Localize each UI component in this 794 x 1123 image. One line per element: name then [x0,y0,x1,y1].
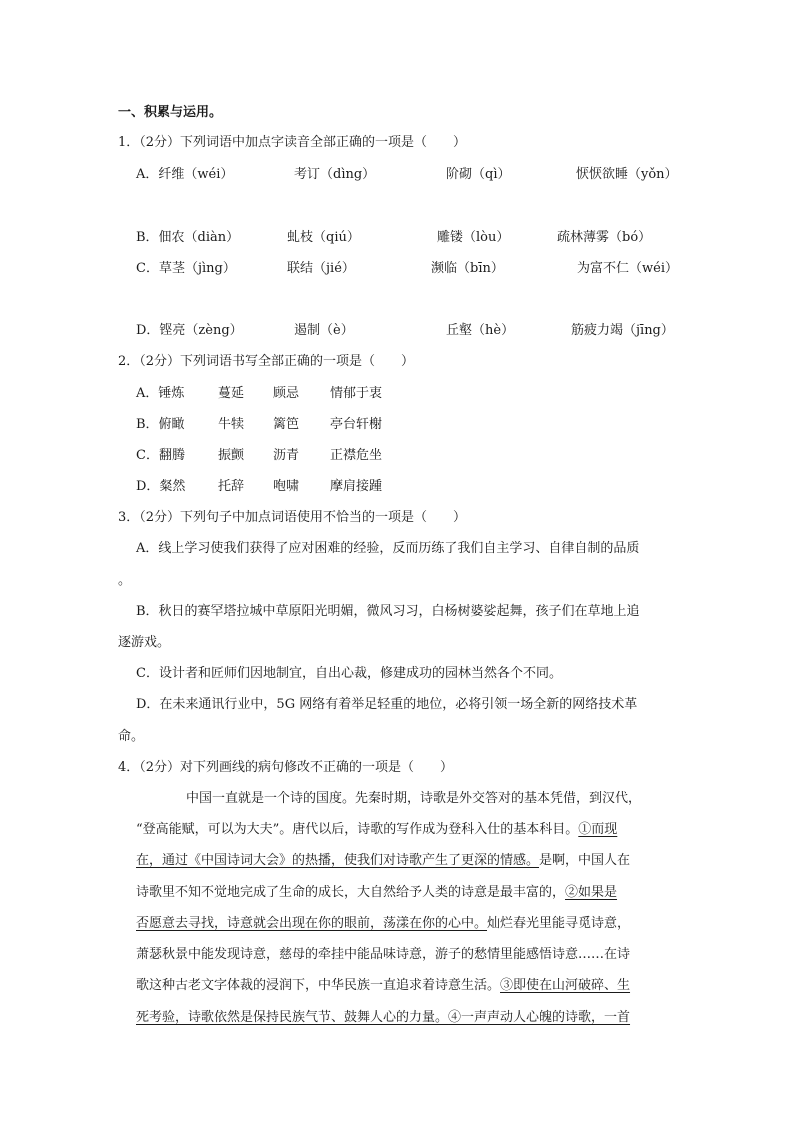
passage-line-2 [136,821,617,839]
q2-option-b-word4: 亭台轩榭 [330,417,383,432]
q3-option-a-cont: 。 [118,573,132,588]
q2-option-a: A．锤炼 [136,386,185,401]
underlined-sentence-3-cont: 死考验，诗歌依然是保持民族气节、鼓舞人心的力量。 [136,1010,449,1025]
q2-option-c-word3: 沥青 [273,448,300,463]
q1-option-d-word2: 遏制（è） [294,323,354,338]
q2-option-b-word3: 篱笆 [273,417,300,432]
q1-option-b-word4: 疏林薄雾（bó） [557,230,652,245]
q1-option-a-word4: 恹恹欲睡（yǒn） [576,167,678,182]
q2-option-b-word2: 牛犊 [218,417,245,432]
q3-option-d: D．在未来通讯行业中，5G 网络有着举足轻重的地位，必将引领一场全新的网络技术革 [136,697,638,712]
q2-option-b: B．俯瞰 [136,417,185,432]
q2-option-c-word2: 振颤 [218,448,245,463]
q3-option-d-cont: 命。 [118,729,145,744]
passage-line-7-text: 歌这种古老文字体裁的浸润下，中华民族一直追求着诗意生活。 [136,978,501,993]
passage-line-4 [136,884,617,902]
q1-option-a-word3: 阶砌（qì） [446,167,511,182]
question-2-stem: 2．（2分）下列词语书写全部正确的一项是（ ） [118,354,415,369]
passage-line-5-text: 灿烂春光里能寻觅诗意， [487,916,631,931]
q1-option-b-word3: 雕镂（lòu） [437,230,510,245]
q1-option-b: B．佃农（diàn） [136,230,240,245]
underlined-sentence-1-cont: 在，通过《中国诗词大会》的热播，使我们对诗歌产生了更深的情感。 [136,853,540,868]
q2-option-c: C．翻腾 [136,448,185,463]
q1-option-a-word2: 考订（dìng） [294,167,376,182]
underlined-sentence-4: ④一声声动人心魄的诗歌，一首 [448,1010,631,1025]
question-3-stem: 3．（2分）下列句子中加点词语使用不恰当的一项是（ ） [118,510,467,525]
q2-option-d: D．粲然 [136,479,186,494]
q1-option-c-word4: 为富不仁（wéi） [577,261,678,276]
question-4-stem: 4．（2分）对下列画线的病句修改不正确的一项是（ ） [118,760,454,775]
q1-option-d: D．铿亮（zèng） [136,323,243,338]
passage-line-3-text: 是啊，中国人在 [539,853,631,868]
q1-option-c: C．草茎（jìng） [136,261,236,276]
q2-option-a-word3: 顾忌 [273,386,300,401]
passage-line-5 [136,915,630,933]
q3-option-b: B．秋日的赛罕塔拉城中草原阳光明媚，微风习习，白杨树婆娑起舞，孩子们在草地上追 [136,604,640,619]
q2-option-a-word2: 蔓延 [218,386,245,401]
q1-option-c-word2: 联结（jié） [287,261,355,276]
q2-option-d-word4: 摩肩接踵 [330,479,383,494]
underlined-sentence-2-cont: 否愿意去寻找，诗意就会出现在你的眼前，荡漾在你的心中。 [136,916,488,931]
q2-option-d-word3: 咆啸 [273,479,300,494]
passage-line-1: 中国一直就是一个诗的国度。先秦时期，诗歌是外交答对的基本凭借，到汉代， [186,791,642,806]
q2-option-a-word4: 情郁于衷 [330,386,383,401]
underlined-sentence-3: ③即使在山河破碎、生 [500,978,631,993]
passage-line-7 [136,977,630,995]
q1-option-a: A．纤维（wéi） [136,167,234,182]
passage-line-4-text: 诗歌里不知不觉地完成了生命的成长，大自然给予人类的诗意是最丰富的， [136,885,566,900]
q3-option-b-cont: 逐游戏。 [118,635,171,650]
q2-option-c-word4: 正襟危坐 [330,448,383,463]
passage-line-6: 萧瑟秋景中能发现诗意，慈母的牵挂中能品味诗意，游子的愁情里能感悟诗意……在诗 [136,947,631,962]
passage-line-2-text: “登高能赋，可以为大夫”。唐代以后，诗歌的写作成为登科入仕的基本科目。 [136,822,579,837]
q3-option-a: A．线上学习使我们获得了应对困难的经验，反而历练了我们自主学习、自律自制的品质 [136,541,640,556]
q1-option-c-word3: 濒临（bīn） [431,261,504,276]
q3-option-c: C．设计者和匠师们因地制宜，自出心裁，修建成功的园林当然各个不同。 [136,666,562,681]
question-1-stem: 1．（2分）下列词语中加点字读音全部正确的一项是（ ） [118,135,467,150]
q1-option-b-word2: 虬枝（qiú） [287,230,360,245]
q1-option-d-word4: 筋疲力竭（jīng） [571,323,674,338]
passage-line-8 [136,1009,630,1027]
q1-option-d-word3: 丘壑（hè） [446,323,515,338]
underlined-sentence-1: ①而现 [578,822,618,837]
section-title: 一、积累与运用。 [118,105,223,120]
underlined-sentence-2: ②如果是 [565,885,618,900]
passage-line-3 [136,852,630,870]
q2-option-d-word2: 托辞 [218,479,245,494]
